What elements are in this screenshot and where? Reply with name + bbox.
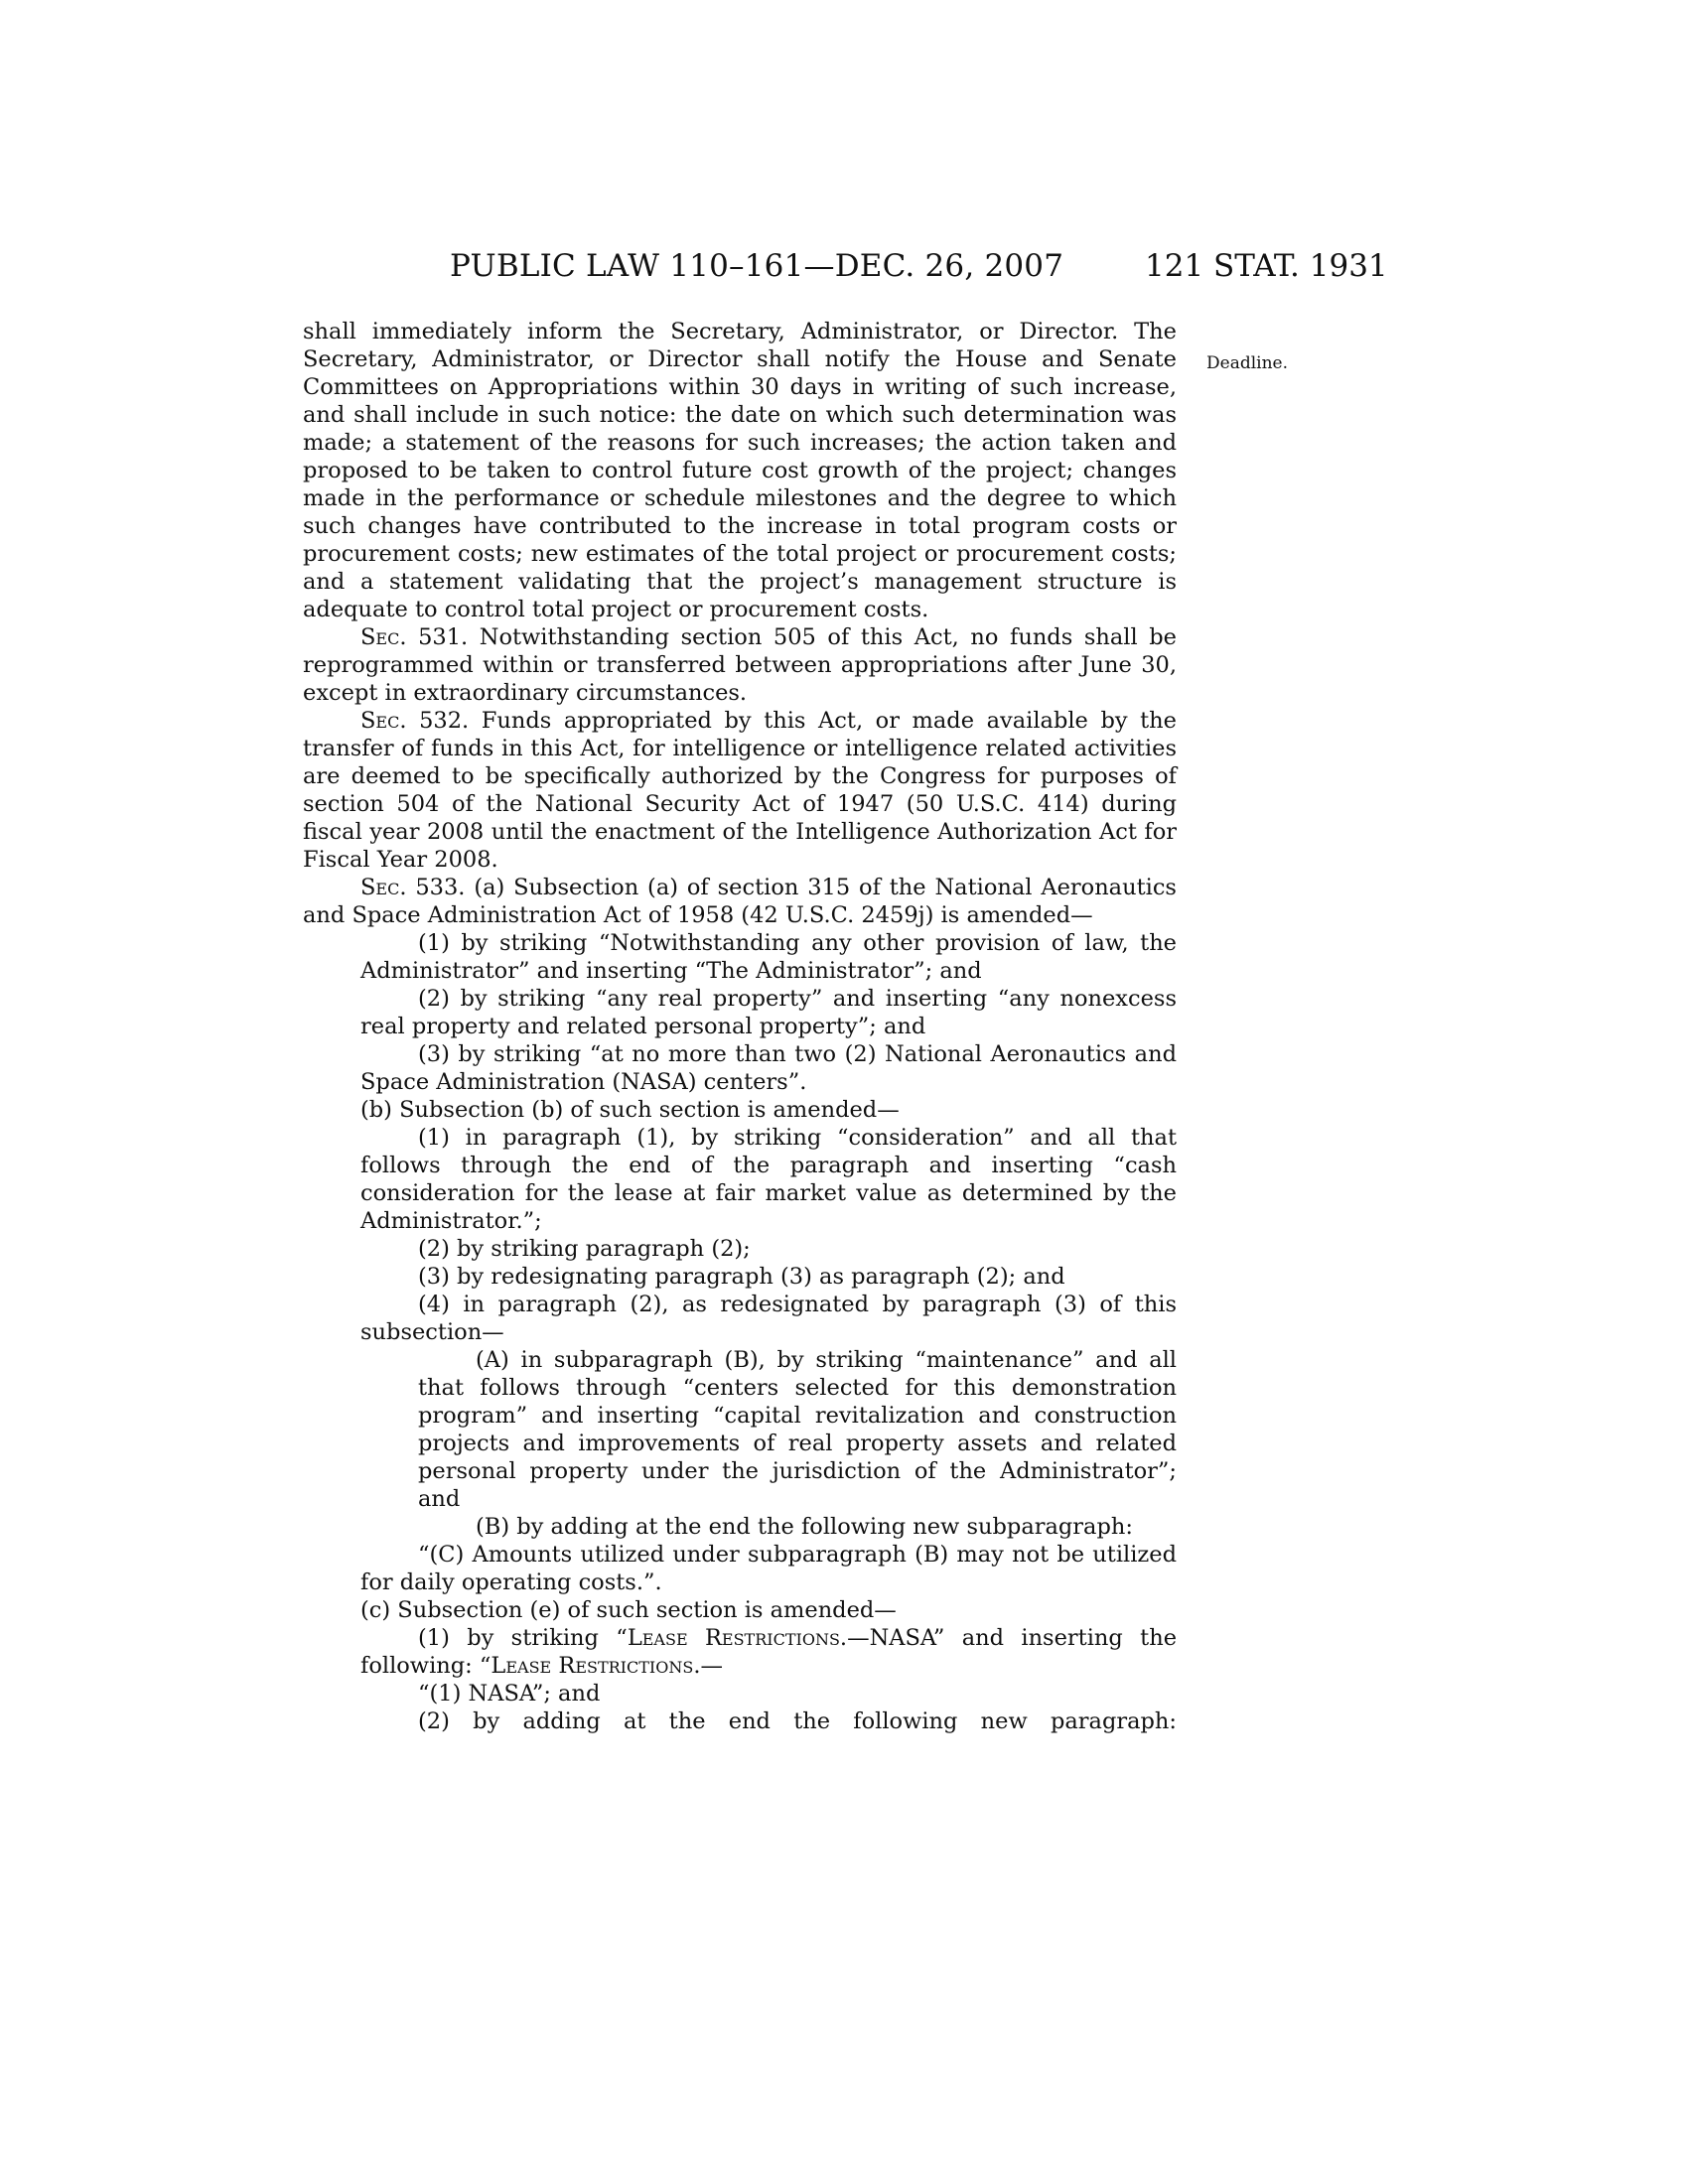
paragraph-b4: (4) in paragraph (2), as redesignated by paragraph (3) of this subsection— bbox=[360, 1292, 1177, 1345]
section-533-text: (a) Subsection (a) of section 315 of the National Aeronautics and Space Administration Act of 1958 (42 U.S.C. 2459j) is amended— bbox=[303, 875, 1177, 928]
c1-part-3: .— bbox=[693, 1653, 723, 1679]
c1-small-caps-2: Lease Restrictions bbox=[491, 1653, 694, 1679]
paragraph-c2: (2) by adding at the end the following new paragraph: bbox=[418, 1708, 1177, 1734]
paragraph-a1: (1) by striking “Notwithstanding any other provision of law, the Administrator” and inserting “The Administrator”; and bbox=[360, 930, 1177, 984]
subparagraph-bA: (A) in subparagraph (B), by striking “maintenance” and all that follows through “centers selected for this demonstration program” and inserting “capital revitalization and construction projects and improvements of real property assets and related personal property under the jurisdiction of the Administrator”; and bbox=[418, 1347, 1177, 1512]
subsection-c: (c) Subsection (e) of such section is amended— bbox=[360, 1597, 897, 1623]
section-531 bbox=[303, 623, 1177, 707]
paragraph-a3: (3) by striking “at no more than two (2) National Aeronautics and Space Administration (NASA) centers”. bbox=[360, 1041, 1177, 1095]
subparagraph-bC: “(C) Amounts utilized under subparagraph (B) may not be utilized for daily operating costs.”. bbox=[360, 1542, 1177, 1595]
paragraph-b3: (3) by redesignating paragraph (3) as paragraph (2); and bbox=[418, 1264, 1065, 1290]
c1-part-2: .—NASA” and inserting the following: “ bbox=[360, 1625, 1178, 1679]
paragraph-c1 bbox=[303, 1624, 1177, 1680]
paragraph-b1: (1) in paragraph (1), by striking “consideration” and all that follows through the end of the paragraph and inserting “cash consideration for the lease at fair market value as determined by the Administrator.”; bbox=[360, 1125, 1177, 1234]
running-head-title: PUBLIC LAW 110–161—DEC. 26, 2007 bbox=[450, 248, 1064, 284]
document-body bbox=[303, 318, 1177, 1735]
paragraph-a2: (2) by striking “any real property” and inserting “any nonexcess real property and related personal property”; and bbox=[360, 986, 1177, 1039]
subparagraph-bB: (B) by adding at the end the following new subparagraph: bbox=[476, 1514, 1133, 1540]
c1-part-1: (1) by striking “ bbox=[418, 1625, 628, 1651]
section-531-text: Notwithstanding section 505 of this Act, no funds shall be reprogrammed within or transferred between appropriations after June 30, except in extraordinary circumstances. bbox=[303, 624, 1177, 706]
section-533 bbox=[303, 874, 1177, 929]
section-532 bbox=[303, 707, 1177, 874]
statute-page-number: 121 STAT. 1931 bbox=[1145, 248, 1388, 284]
paragraph-b2: (2) by striking paragraph (2); bbox=[418, 1236, 751, 1262]
continuation-paragraph: shall immediately inform the Secretary, Administrator, or Director. The Secretary, Administrator, or Director shall notify the House and Senate Committees on Appropriations within 30 days in writing of such increase, and shall include in such notice: the date on which such determination was made; a statement of the reasons for such increases; the action taken and proposed to be taken to control future cost growth of the project; changes made in the performance or schedule milestones and the degree to which such changes have contributed to the increase in total program costs or procurement costs; new estimates of the total project or procurement costs; and a statement validating that the project’s management structure is adequate to control total project or procurement costs. bbox=[303, 319, 1177, 622]
margin-note: Deadline. bbox=[1206, 353, 1288, 373]
subsection-b: (b) Subsection (b) of such section is amended— bbox=[360, 1097, 900, 1123]
section-532-label: Sec. 532. bbox=[360, 708, 470, 734]
paragraph-c-nasa: “(1) NASA”; and bbox=[418, 1681, 601, 1706]
c1-small-caps-1: Lease Restrictions bbox=[627, 1625, 840, 1651]
section-533-label: Sec. 533. bbox=[360, 875, 466, 900]
section-531-label: Sec. 531. bbox=[360, 624, 469, 650]
section-532-text: Funds appropriated by this Act, or made available by the transfer of funds in this Act, for intelligence or intelligence related activities are deemed to be specifically authorized by the Congress for purposes of section 504 of the National Security Act of 1947 (50 U.S.C. 414) during fiscal year 2008 until the enactment of the Intelligence Authorization Act for Fiscal Year 2008. bbox=[303, 708, 1177, 873]
